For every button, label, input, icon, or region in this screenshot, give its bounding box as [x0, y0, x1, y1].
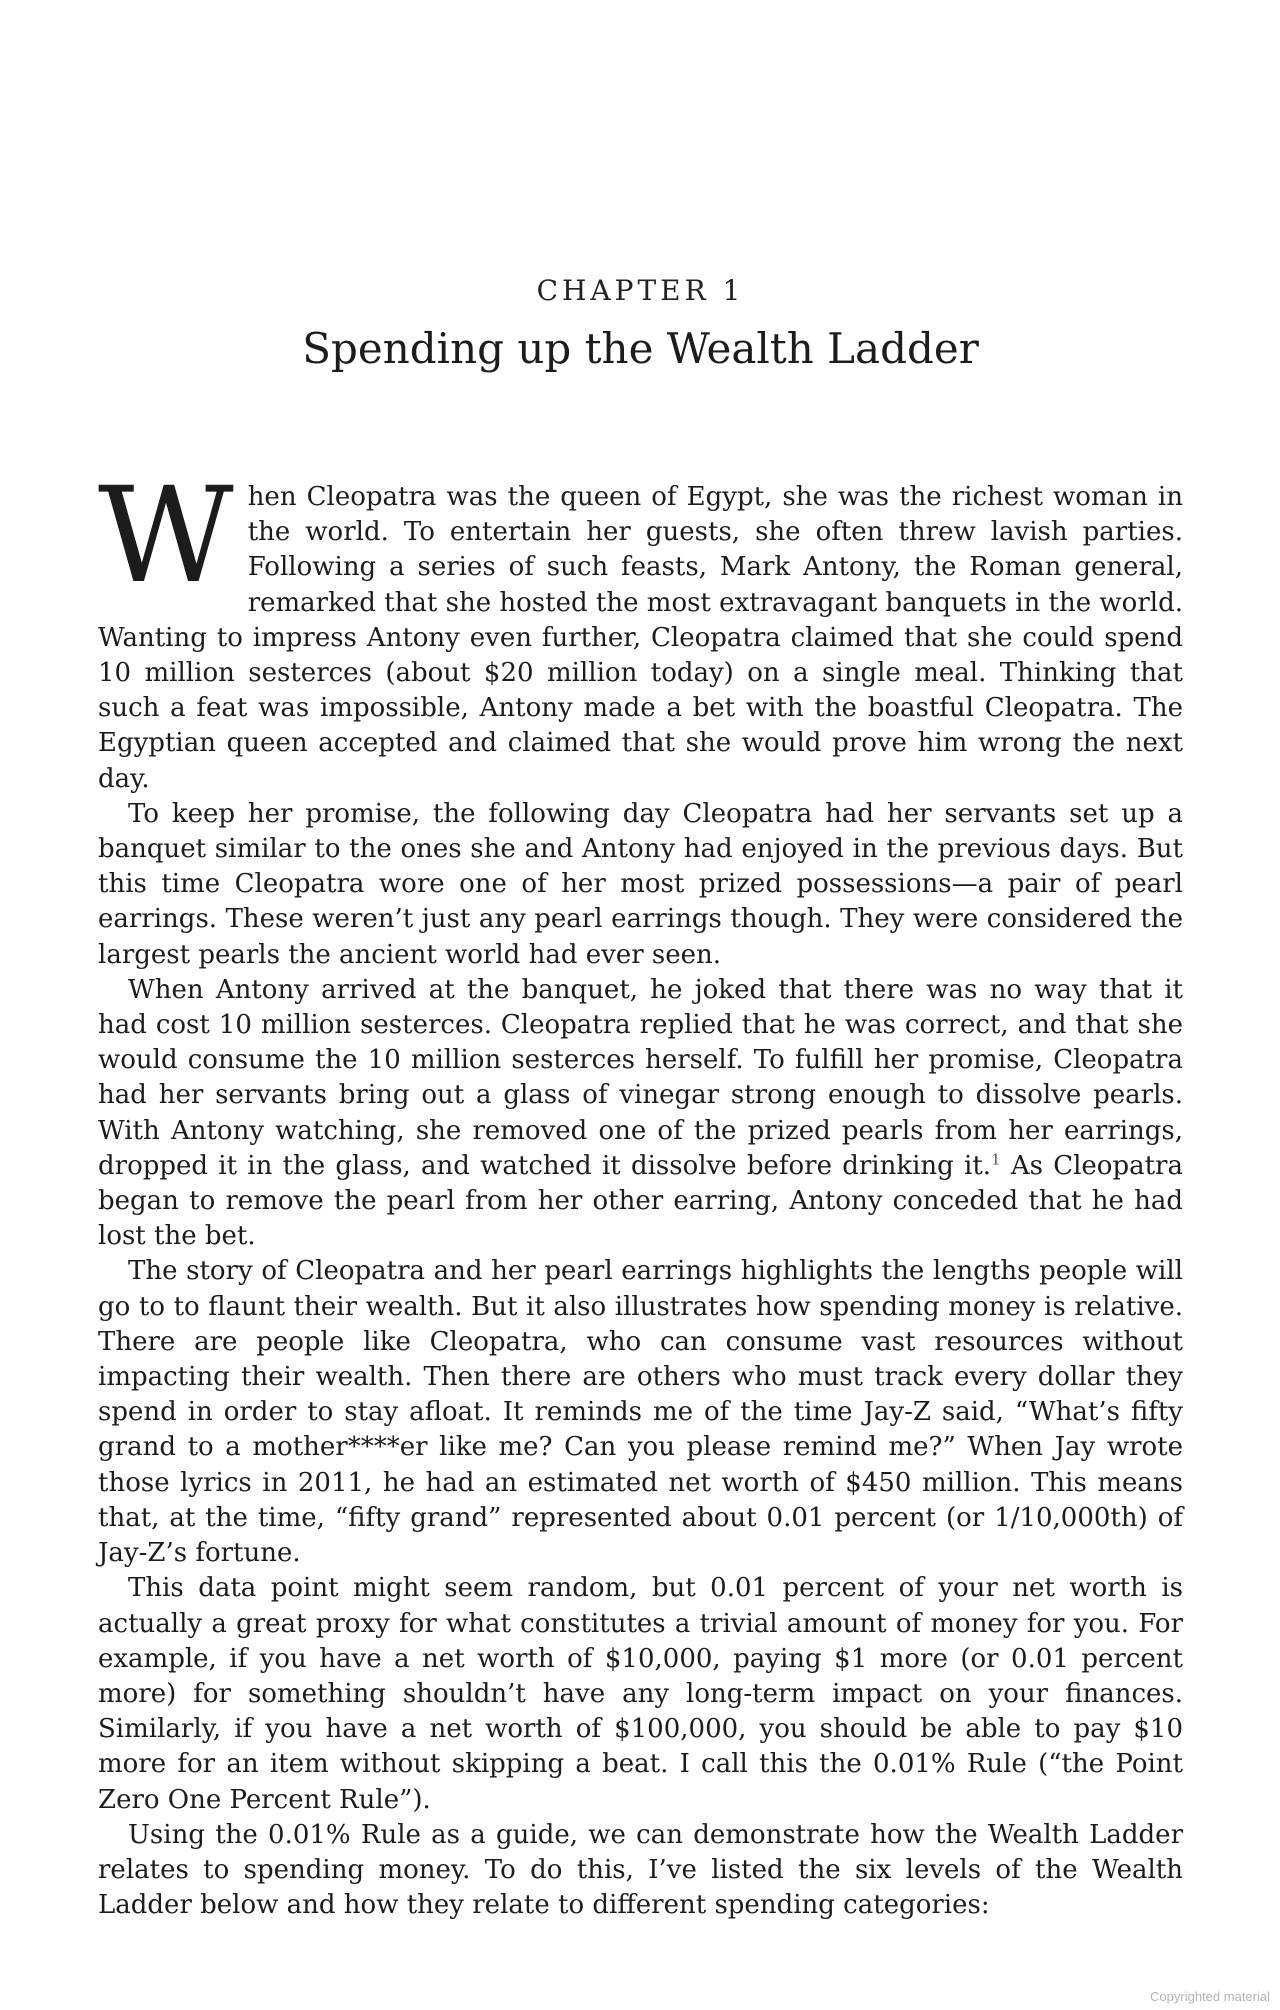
paragraph-4: The story of Cleopatra and her pearl earrings highlights the lengths people will go to to flaunt their wealth. But it also illustrates how spending money is relative. There are people like Cleopatra, who can consume vast resources without impacting their wealth. Then there are others who must track every dollar they spend in order to stay afloat. It reminds me of the time Jay-Z said, “What’s fifty grand to a mother****er like me? Can you please remind me?” When Jay wrote those lyrics in 2011, he had an estimated net worth of $450 million. This means that, at the time, “fifty grand” represented about 0.01 percent (or 1/10,000th) of Jay-Z’s fortune. — [98, 1256, 1183, 1569]
paragraph-6: Using the 0.01% Rule as a guide, we can demonstrate how the Wealth Ladder relates to spending money. To do this, I’ve listed the six levels of the Wealth Ladder below and how they relate to different spending categories: — [98, 1819, 1183, 1921]
copyright-watermark: Copyrighted material — [1150, 1989, 1270, 2004]
paragraph-1-text: hen Cleopatra was the queen of Egypt, she was the richest woman in the world. To entertain her guests, she often threw lavish parties. Following a series of such feasts, Mark Antony, the Roman general, remarked that she hosted the most extravagant banquets in the world. Wanting to impress Antony even further, Cleopatra claimed that she could spend 10 million sesterces (about $20 million today) on a single meal. Thinking that such a feat was impossible, Antony made a bet with the boastful Cleopatra. The Egyptian queen accepted and claimed that she would prove him wrong the next day. — [98, 482, 1183, 794]
footnote-marker[interactable]: 1 — [991, 1150, 1001, 1169]
book-page — [98, 0, 1183, 2010]
chapter-label: CHAPTER 1 — [536, 274, 745, 307]
chapter-title: Spending up the Wealth Ladder — [302, 324, 979, 373]
drop-cap: W — [98, 459, 234, 613]
paragraph-3-text-a: When Antony arrived at the banquet, he joked that there was no way that it had cost 10 million sesterces. Cleopatra replied that he was correct, and that she would consume the 10 million sesterces herself. To fulfill her promise, Cleopatra had her servants bring out a glass of vinegar strong enough to dissolve pearls. With Antony watching, she removed one of the prized pearls from her earrings, dropped it in the glass, and watched it dissolve before drinking it. — [98, 974, 1183, 1181]
paragraph-2: To keep her promise, the following day Cleopatra had her servants set up a banquet similar to the ones she and Antony had enjoyed in the previous days. But this time Cleopatra wore one of her most prized possessions—a pair of pearl earrings. These weren’t just any pearl earrings though. They were considered the largest pearls the ancient world had ever seen. — [98, 798, 1183, 970]
paragraph-5: This data point might seem random, but 0.01 percent of your net worth is actually a great proxy for what constitutes a trivial amount of money for you. For example, if you have a net worth of $10,000, paying $1 more (or 0.01 percent more) for something shouldn’t have any long-term impact on your finances. Similarly, if you have a net worth of $100,000, you should be able to pay $10 more for an item without skipping a beat. I call this the 0.01% Rule (“the Point Zero One Percent Rule”). — [98, 1573, 1183, 1815]
paragraph-1 — [98, 459, 1183, 797]
chapter-body — [98, 459, 1183, 1923]
paragraph-3 — [98, 973, 1183, 1255]
paragraph-3-text-b: As Cleopatra began to remove the pearl from her other earring, Antony conceded that he had lost the bet. — [98, 1150, 1183, 1252]
